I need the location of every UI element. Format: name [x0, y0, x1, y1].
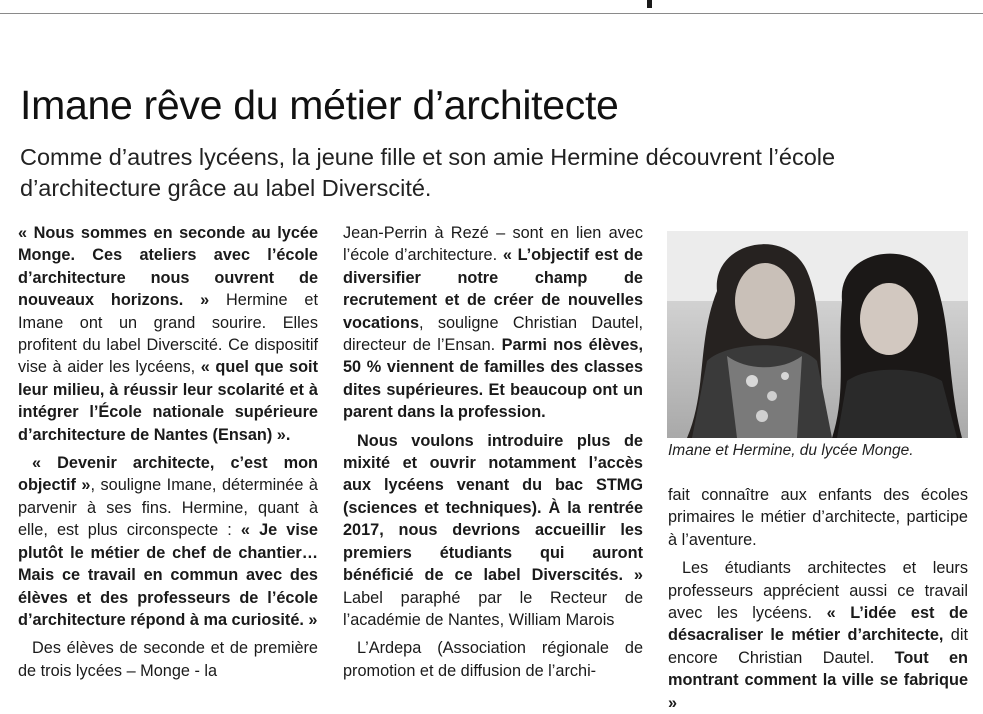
- bold-quote: Tout en montrant comment la ville se fabrique »: [668, 648, 968, 712]
- article-deck: Comme d’autres lycéens, la jeune fille et son amie Hermine découvrent l’école d’architecture grâce au label Diverscité.: [20, 144, 836, 201]
- body-text: , souligne Christian Dautel, directeur de l’Ensan.: [343, 313, 643, 355]
- body-text: fait connaître aux enfants des écoles primaires le métier d’architecte, participe à l’aventure.: [668, 486, 968, 549]
- top-rule: [0, 13, 983, 14]
- body-text: Label paraphé par le Recteur de l’académie de Nantes, William Marois: [343, 588, 643, 629]
- bold-quote: « Nous sommes en seconde au lycée Monge. Ces ateliers avec l’école d’architecture nous ouvrent de nouveaux horizons. »: [18, 224, 318, 310]
- bold-quote: « Devenir architecte, c’est mon objectif »: [18, 454, 318, 495]
- body-text: Jean-Perrin à Rezé – sont en lien avec l’école d’architecture.: [343, 224, 643, 265]
- body-text: Des élèves de seconde et de première de trois lycées – Monge - la: [18, 639, 318, 680]
- bold-quote: « quel que soit leur milieu, à réussir leur scolarité et à intégrer l’École nationale supérieure d’architecture de Nantes (Ensan) ».: [18, 358, 318, 444]
- body-text: Les étudiants architectes et leurs professeurs apprécient aussi ce travail avec les lycéens.: [668, 559, 968, 623]
- article-headline: Imane rêve du métier d’architecte: [20, 82, 619, 128]
- bold-quote: « L’idée est de désacraliser le métier d’architecte,: [668, 604, 968, 645]
- photo-caption: Imane et Hermine, du lycée Monge.: [668, 442, 914, 459]
- paragraph: [668, 484, 968, 551]
- top-cropped-letter: [647, 0, 652, 8]
- column-1: [18, 222, 318, 682]
- column-3: [668, 484, 968, 714]
- bold-quote: « Je vise plutôt le métier de chef de chantier… Mais ce travail en commun avec des élèves et des professeurs de l’école d’architecture répond à ma curiosité. »: [18, 521, 318, 629]
- bold-quote: Nous voulons introduire plus de mixité et ouvrir notamment l’accès aux lycéens venant du bac STMG (sciences et techniques). À la rentrée 2017, nous devrions accueillir les premiers étudiants qui auront bénéficié de ce label Diverscités. »: [343, 431, 643, 585]
- paragraph: [668, 557, 968, 714]
- column-2: [343, 222, 643, 682]
- body-text: L’Ardepa (Association régionale de promotion et de diffusion de l’archi-: [343, 639, 643, 680]
- paragraph: [18, 452, 318, 631]
- paragraph: [343, 430, 643, 632]
- paragraph: [18, 222, 318, 446]
- photo-illustration: [667, 231, 968, 438]
- paragraph: [343, 222, 643, 424]
- body-text: dit encore Christian Dautel.: [668, 626, 968, 667]
- paragraph: [343, 637, 643, 682]
- body-text: Hermine et Imane ont un grand sourire. Elles profitent du label Diverscité. Ce dispositif vise à aider les lycéens,: [18, 291, 318, 377]
- paragraph: [18, 637, 318, 682]
- body-text: , souligne Imane, déterminée à parvenir à ses fins. Hermine, quant à elle, est plus circonspecte :: [18, 476, 318, 540]
- bold-quote: Parmi nos élèves, 50 % viennent de familles des classes dites supérieures. Et beaucoup ont un parent dans la profession.: [343, 336, 643, 422]
- bold-quote: « L’objectif est de diversifier notre champ de recrutement et de créer de nouvelles vocations: [343, 246, 643, 332]
- article-photo: [667, 231, 968, 438]
